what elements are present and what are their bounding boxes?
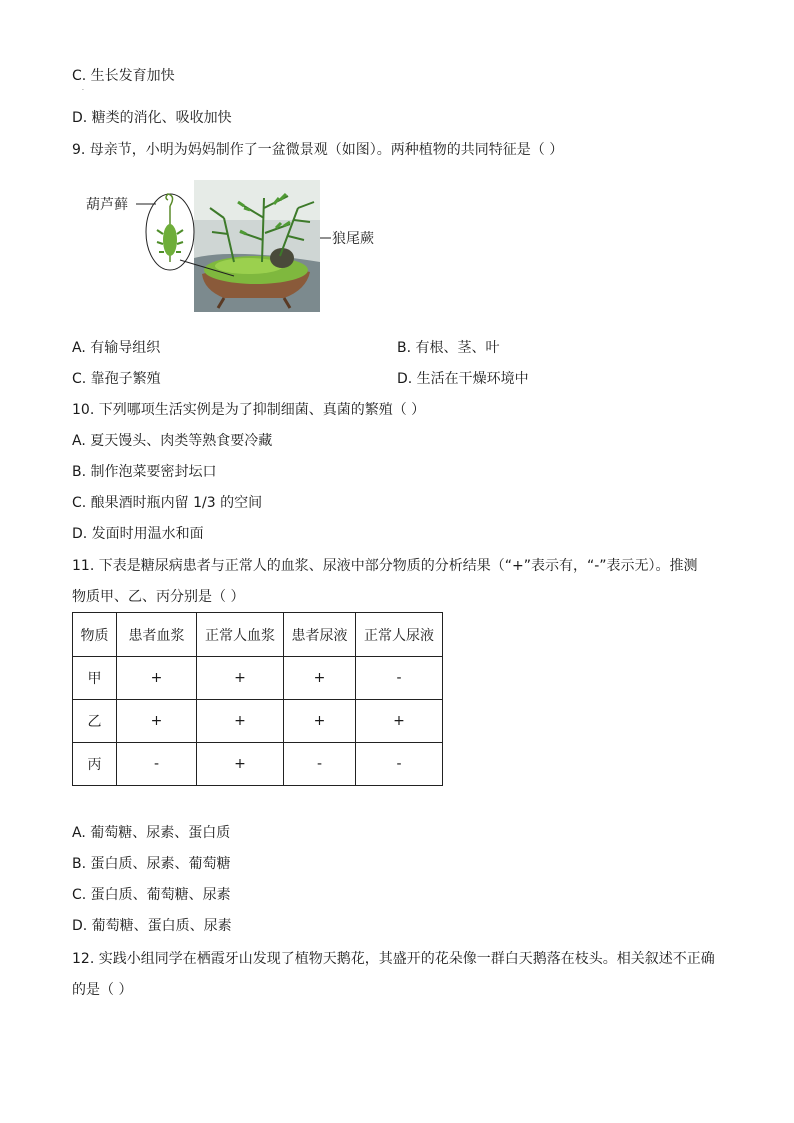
q12-stem-line1: 12. 实践小组同学在栖霞牙山发现了植物天鹅花，其盛开的花朵像一群白天鹅落在枝头。相关叙述不正确 <box>72 951 715 967</box>
fern-label: 狼尾蕨 <box>332 231 374 247</box>
table-cell: + <box>197 657 284 700</box>
table-cell: - <box>284 743 356 786</box>
q10-option-b: B. 制作泡菜要密封坛口 <box>72 464 217 480</box>
table-cell: - <box>356 743 443 786</box>
q10-stem: 10. 下列哪项生活实例是为了抑制细菌、真菌的繁殖（ ） <box>72 402 426 418</box>
table-cell: 丙 <box>73 743 117 786</box>
q9-option-a: A. 有输导组织 <box>72 340 161 356</box>
q8-option-c-mark: . <box>82 85 84 92</box>
moss-label: 葫芦藓 <box>86 197 128 213</box>
table-header-cell: 物质 <box>73 613 117 657</box>
q11-option-d: D. 葡萄糖、蛋白质、尿素 <box>72 918 232 934</box>
q10-option-c: C. 酿果酒时瓶内留 1/3 的空间 <box>72 495 263 511</box>
table-cell: + <box>284 700 356 743</box>
table-cell: + <box>356 700 443 743</box>
q8-option-c: C. 生长发育加快 <box>72 68 175 84</box>
table-row <box>73 657 443 700</box>
q11-stem-line2: 物质甲、乙、丙分别是（ ） <box>72 589 245 605</box>
q11-option-c: C. 蛋白质、葡萄糖、尿素 <box>72 887 231 903</box>
q11-option-a: A. 葡萄糖、尿素、蛋白质 <box>72 825 231 841</box>
q9-stem: 9. 母亲节，小明为妈妈制作了一盆微景观（如图）。两种植物的共同特征是（ ） <box>72 142 564 158</box>
q9-option-b: B. 有根、茎、叶 <box>397 340 500 356</box>
table-row <box>73 743 443 786</box>
table-header-row <box>73 613 443 657</box>
q10-option-a: A. 夏天馒头、肉类等熟食要冷藏 <box>72 433 273 449</box>
table-cell: 甲 <box>73 657 117 700</box>
table-header-cell: 患者尿液 <box>284 613 356 657</box>
q10-option-d: D. 发面时用温水和面 <box>72 526 204 542</box>
table-cell: - <box>356 657 443 700</box>
q11-stem-line1: 11. 下表是糖尿病患者与正常人的血浆、尿液中部分物质的分析结果（“+”表示有，“-”表示无）。推测 <box>72 558 698 574</box>
table-cell: + <box>117 657 197 700</box>
q9-option-c: C. 靠孢子繁殖 <box>72 371 161 387</box>
table-cell: - <box>117 743 197 786</box>
table-row <box>73 700 443 743</box>
micro-landscape-figure <box>84 178 404 318</box>
micro-landscape-illustration <box>84 178 404 318</box>
table-cell: 乙 <box>73 700 117 743</box>
q9-option-d: D. 生活在干燥环境中 <box>397 371 529 387</box>
table-header-cell: 正常人尿液 <box>356 613 443 657</box>
table-header-cell: 患者血浆 <box>117 613 197 657</box>
table-header-cell: 正常人血浆 <box>197 613 284 657</box>
table-cell: + <box>284 657 356 700</box>
table-cell: + <box>197 743 284 786</box>
analysis-table <box>72 612 443 786</box>
q12-stem-line2: 的是（ ） <box>72 982 133 998</box>
table-cell: + <box>197 700 284 743</box>
q11-option-b: B. 蛋白质、尿素、葡萄糖 <box>72 856 231 872</box>
q8-option-d: D. 糖类的消化、吸收加快 <box>72 110 232 126</box>
table-cell: + <box>117 700 197 743</box>
